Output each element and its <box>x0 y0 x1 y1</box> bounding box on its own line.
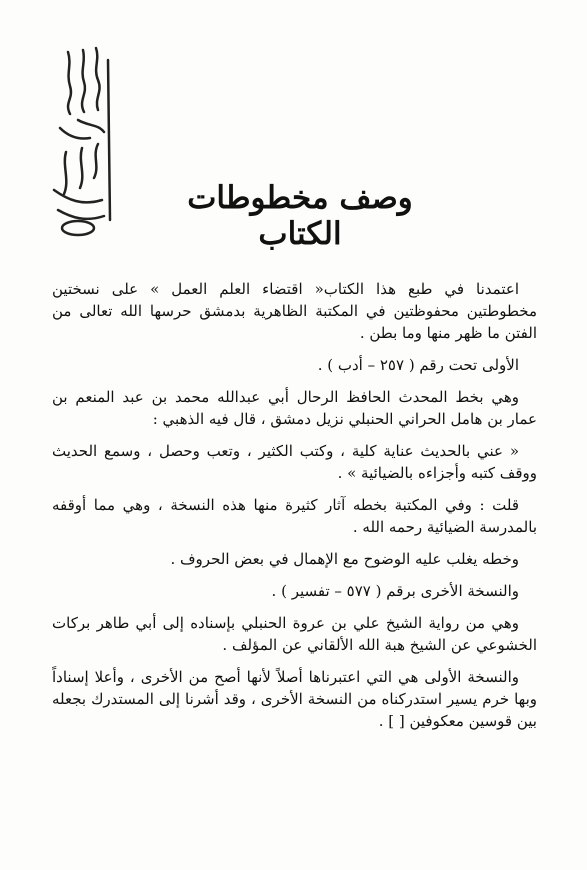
paragraph-first-copy: الأولى تحت رقم ( ٢٥٧ – أدب ) . <box>317 356 519 374</box>
paragraph-second-copy: والنسخة الأخرى برقم ( ٥٧٧ – تفسير ) . <box>271 582 519 600</box>
library-stamp <box>38 40 118 240</box>
paragraph-method: والنسخة الأولى هي التي اعتبرناها أصلاً لأنها أصح من الأخرى ، وأعلا إسناداً وبها خرم يسير استدركناه من النسخة الأخرى ، وقد أشرنا إلى المستدرك بجعله بين قوسين معكوفين [ ] . <box>52 668 537 730</box>
paragraph-first-copy-scribe: وهي بخط المحدث الحافظ الرحال أبي عبدالله محمد بن عبد المنعم بن عمار بن هامل الحراني الحنبلي نزيل دمشق ، قال فيه الذهبي : <box>52 388 537 428</box>
paragraph-library-note: قلت : وفي المكتبة بخطه آثار كثيرة منها هذه النسخة ، وهي مما أوقفه بالمدرسة الضيائية رحمه الله . <box>52 496 537 536</box>
page-title: وصف مخطوطات الكتاب <box>187 180 413 252</box>
paragraph-handwriting: وخطه يغلب عليه الوضوح مع الإهمال في بعض الحروف . <box>170 550 519 568</box>
body-text <box>52 278 537 732</box>
paragraph-second-copy-chain: وهي من رواية الشيخ علي بن عروة الحنبلي بإسناده إلى أبي طاهر بركات الخشوعي عن الشيخ هبة الله الألقاني عن المؤلف . <box>52 614 537 654</box>
paragraph-intro: اعتمدنا في طبع هذا الكتاب« اقتضاء العلم العمل » على نسختين مخطوطتين محفوظتين في المكتبة الظاهرية بدمشق حرسها الله تعالى من الفتن ما ظهر منها وما بطن . <box>52 280 537 342</box>
paragraph-dhahabi-quote: « عني بالحديث عناية كلية ، وكتب الكثير ، وتعب وحصل ، وسمع الحديث ووقف كتبه وأجزاءه بالضيائية » . <box>52 442 537 482</box>
